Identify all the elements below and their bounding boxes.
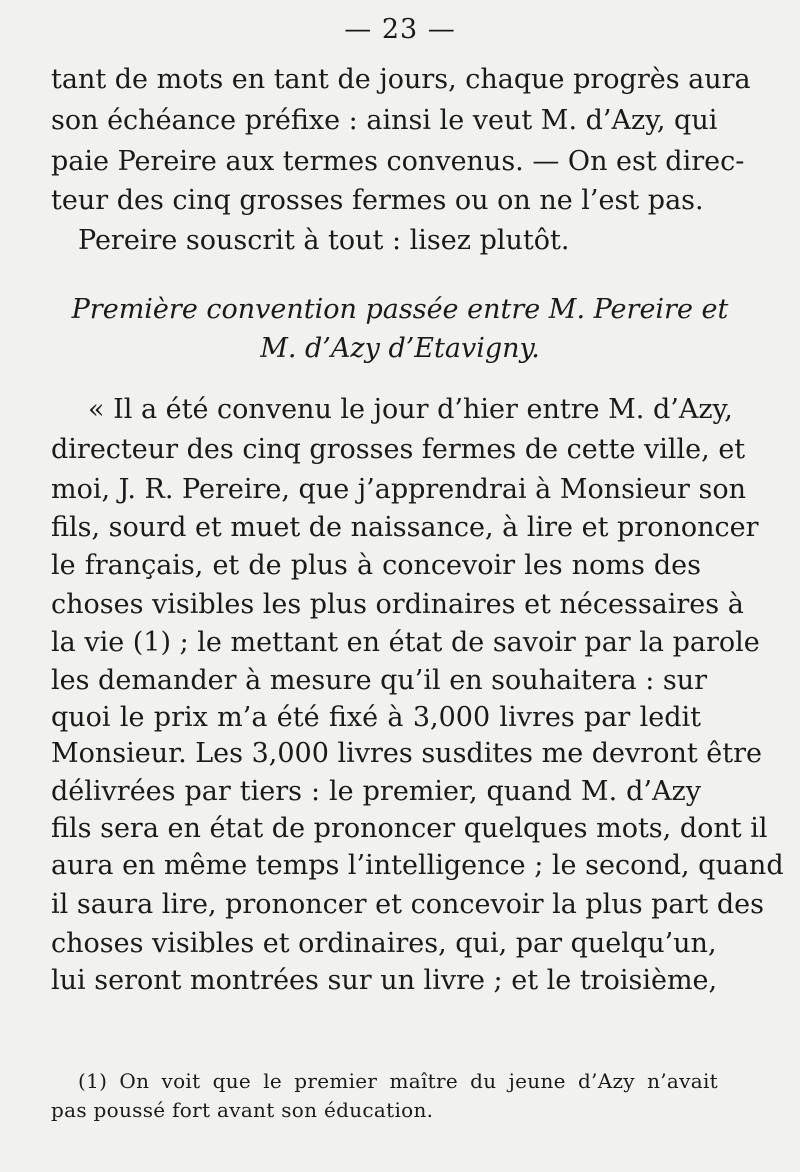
text-line: la vie (1) ; le mettant en état de savoir par la parole: [51, 627, 760, 658]
text-line: tant de mots en tant de jours, chaque progrès aura: [51, 64, 751, 95]
text-line: directeur des cinq grosses fermes de cette ville, et: [51, 434, 746, 465]
page-number: — 23 —: [344, 14, 456, 45]
text-line: quoi le prix m’a été fixé à 3,000 livres par ledit: [51, 702, 701, 733]
text-line: moi, J. R. Pereire, que j’apprendrai à Monsieur son: [51, 474, 746, 505]
text-line: Monsieur. Les 3,000 livres susdites me devront être: [51, 738, 762, 769]
text-line: « Il a été convenu le jour d’hier entre M. d’Azy,: [88, 394, 733, 425]
text-line: paie Pereire aux termes convenus. — On est direc-: [51, 146, 745, 177]
text-line: lui seront montrées sur un livre ; et le troisième,: [51, 965, 718, 996]
text-line: fils sera en état de prononcer quelques mots, dont il: [51, 813, 768, 844]
text-line: il saura lire, prononcer et concevoir la plus part des: [51, 889, 764, 920]
text-line: son échéance préfixe : ainsi le veut M. d’Azy, qui: [51, 105, 718, 136]
text-line: teur des cinq grosses fermes ou on ne l’est pas.: [51, 185, 704, 216]
text-line: choses visibles les plus ordinaires et nécessaires à: [51, 589, 744, 620]
text-line: les demander à mesure qu’il en souhaitera : sur: [51, 665, 708, 696]
text-line: délivrées par tiers : le premier, quand M. d’Azy: [51, 776, 701, 807]
section-heading: Première convention passée entre M. Pereire et: [71, 294, 729, 325]
text-line: aura en même temps l’intelligence ; le second, quand: [51, 850, 784, 881]
footnote-line: pas poussé fort avant son éducation.: [51, 1098, 434, 1122]
text-line: Pereire souscrit à tout : lisez plutôt.: [78, 225, 570, 256]
text-line: le français, et de plus à concevoir les noms des: [51, 550, 701, 581]
footnote-line: (1) On voit que le premier maître du jeune d’Azy n’avait: [78, 1069, 718, 1093]
text-line: choses visibles et ordinaires, qui, par quelqu’un,: [51, 928, 717, 959]
section-heading: M. d’Azy d’Etavigny.: [260, 333, 540, 364]
text-line: fils, sourd et muet de naissance, à lire et prononcer: [51, 512, 759, 543]
